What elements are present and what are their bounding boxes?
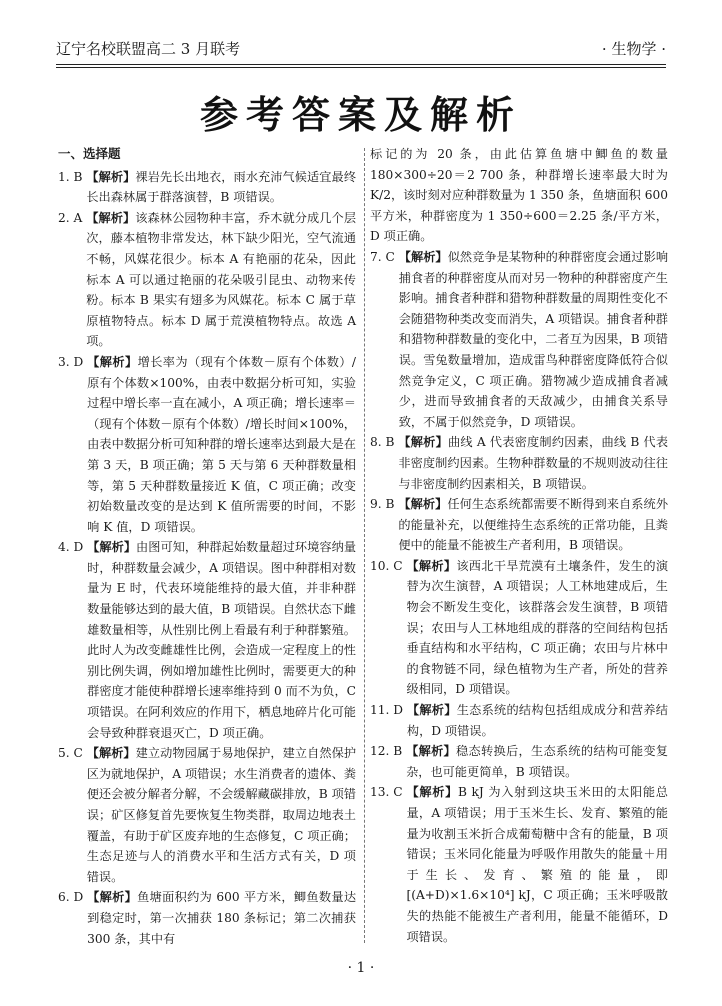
answer-number: 12. B <box>370 744 407 759</box>
section-heading: 一、选择题 <box>58 146 121 161</box>
answer-item <box>370 782 668 947</box>
analysis-tag: 【解析】 <box>398 497 448 512</box>
answer-item <box>370 247 668 432</box>
answer-text: 任何生态系统都需要不断得到来自系统外的能量补充，以便维持生态系统的正常功能，且粪便中的能量不能被生产者利用，B 项错误。 <box>398 497 669 553</box>
answer-text: 裸岩先长出地衣，雨水充沛气候适宜最终长出森林属于群落演替，B 项错误。 <box>86 169 357 205</box>
answer-text: 稳态转换后，生态系统的结构可能变复杂，也可能更简单，B 项错误。 <box>406 744 669 779</box>
analysis-tag: 【解析】 <box>87 354 138 369</box>
page-number: · 1 · <box>347 960 375 976</box>
answer-text: 生态系统的结构包括组成成分和营养结构，D 项错误。 <box>406 703 668 738</box>
answer-text: 该西北干旱荒漠有土壤条件，发生的演替为次生演替，A 项错误；人工林地建成后，生物会不断发生变化，该群落会发生演替，B 项错误；农田与人工林地组成的群落的空间结构包括垂直结构和水平结构，C 项正确；农田与片林中的食物链不同，绿色植物为生产者，所处的营养级相同，D 项错误。 <box>406 558 669 697</box>
analysis-tag: 【解析】 <box>87 540 137 555</box>
answer-item <box>370 494 668 556</box>
answer-item <box>58 167 356 208</box>
answer-item <box>58 537 356 743</box>
analysis-tag: 【解析】 <box>86 169 136 184</box>
answer-item <box>370 556 668 700</box>
header-rule-thin <box>56 67 666 68</box>
answer-item <box>370 432 668 494</box>
left-column <box>58 144 356 949</box>
analysis-tag: 【解析】 <box>406 785 458 800</box>
analysis-tag: 【解析】 <box>406 703 457 718</box>
answer-item <box>58 208 356 352</box>
analysis-tag: 【解析】 <box>86 210 136 225</box>
answer-number: 7. C <box>370 249 399 264</box>
analysis-tag: 【解析】 <box>398 249 448 264</box>
column-divider <box>364 148 365 943</box>
answer-text: 增长率为（现有个体数－原有个体数）/原有个体数×100%，由表中数据分析可知，实验过程中增长率一直在减小，A 项正确；增长速率＝（现有个体数－原有个体数）/增长时间×100%，由表中数据分析可知种群的增长速率达到最大是在第 3 天，B 项正确；第 5 天与第 6 天种群数量相等，第 5 天种群数量接近 K 值，C 项正确；改变初始数量改变的是达到 K 值所需要的时间，不影响 K 值，D 项错误。 <box>87 354 357 534</box>
answer-number: 5. C <box>58 746 87 761</box>
answer-continuation: 标记的为 20 条，由此估算鱼塘中鲫鱼的数量 180×300÷20＝2 700 条，种群增长速率最大时为 K/2，该时刻对应种群数量为 1 350 条，鱼塘面积 600 平方米，种群密度为 1 350÷600＝2.25 条/平方米，D 项正确。 <box>370 147 668 244</box>
answer-number: 2. A <box>58 210 87 225</box>
analysis-tag: 【解析】 <box>406 744 457 759</box>
answer-number: 11. D <box>370 703 407 718</box>
right-column <box>370 144 668 947</box>
page-header <box>56 34 666 62</box>
answer-text: 鱼塘面积约为 600 平方米，鲫鱼数量达到稳定时，第一次捕获 180 条标记；第二次捕获 300 条，其中有 <box>87 890 357 946</box>
header-subject: · 生物学 · <box>601 39 666 58</box>
answer-number: 1. B <box>58 169 87 184</box>
answer-number: 6. D <box>58 890 88 905</box>
page-title: 参考答案及解析 <box>199 93 522 137</box>
analysis-tag: 【解析】 <box>406 558 457 573</box>
answer-text: 该森林公园物种丰富，乔木就分成几个层次，藤本植物非常发达，林下缺少阳光，空气流通不畅，风媒花很少。标本 A 有艳丽的花朵，因此标本 A 可以通过艳丽的花朵吸引昆虫、动物来传粉。标本 B 果实有翅多为风媒花。标本 C 属于草原植物特点。标本 D 属于荒漠植物特点。故选 A 项。 <box>86 210 357 349</box>
header-rule <box>56 64 666 65</box>
answer-item <box>370 700 668 741</box>
analysis-tag: 【解析】 <box>398 435 448 450</box>
answer-text: 建立动物园属于易地保护，建立自然保护区为就地保护，A 项错误；水生消费者的遗体、粪便还会被分解者分解，不会缓解藏碳排放，B 项错误；矿区修复首先要恢复生物类群，取周边地表土覆盖，有助于矿区废弃地的生态修复，C 项正确；生态足迹与人的消费水平和生活方式有关，D 项错误。 <box>86 746 357 884</box>
answer-item <box>58 887 356 949</box>
answer-text: 曲线 A 代表密度制约因素，曲线 B 代表非密度制约因素。生物种群数量的不规则波动往往与非密度制约因素相关，B 项错误。 <box>398 435 669 491</box>
answer-text: B kJ 为入射到这块玉米田的太阳能总量，A 项错误；用于玉米生长、发育、繁殖的能量为收割玉米折合成葡萄糖中含有的能量，B 项错误；玉米同化能量为呼吸作用散失的能量＋用于生长、发育、繁殖的能量，即[(A+D)×1.6×10⁴] kJ，C 项正确；玉米呼吸散失的热能不能被生产者利用，能量不能循环，D 项错误。 <box>406 785 668 944</box>
answer-number: 3. D <box>58 354 88 369</box>
answer-number: 4. D <box>58 540 88 555</box>
answer-text: 由图可知，种群起始数量超过环境容纳量时，种群数量会减少，A 项错误。图中种群相对数量为 E 时，代表环境能维持的最大值，并非种群数量能够达到的最大值，B 项错误。自然状态下雌雄数量相等，从性别比例上看最有利于种群繁殖。此时人为改变雌雄性比例，会造成一定程度上的性别比例失调，例如增加雄性比例时，需要更大的种群密度才能使种群增长速率维持到 0 而不为负，C 项错误。在阿利效应的作用下，栖息地碎片化可能会导致种群衰退灭亡，D 项正确。 <box>87 540 357 740</box>
analysis-tag: 【解析】 <box>86 746 136 761</box>
answer-text: 似然竞争是某物种的种群密度会通过影响捕食者的种群密度从而对另一物种的种群密度产生影响。捕食者种群和猎物种群数量的周期性变化不会随猎物种类改变而消失，A 项错误。捕食者种群和猎物种群数量的变化中，二者互为因果，B 项错误。雪兔数量增加，造成雷鸟种群密度降低符合似然竞争定义，C 项正确。猎物减少造成捕食者减少，进而导致捕食者的天敌减少，由捕食关系导致，不属于似然竞争，D 项错误。 <box>398 249 669 429</box>
answer-item <box>58 352 356 537</box>
answer-number: 9. B <box>370 497 399 512</box>
header-exam-name: 辽宁名校联盟高二 3 月联考 <box>56 39 241 58</box>
answer-item <box>58 743 356 887</box>
answer-number: 10. C <box>370 558 407 573</box>
answer-number: 8. B <box>370 435 399 450</box>
answer-item <box>370 741 668 782</box>
analysis-tag: 【解析】 <box>87 890 138 905</box>
answer-number: 13. C <box>370 785 407 800</box>
